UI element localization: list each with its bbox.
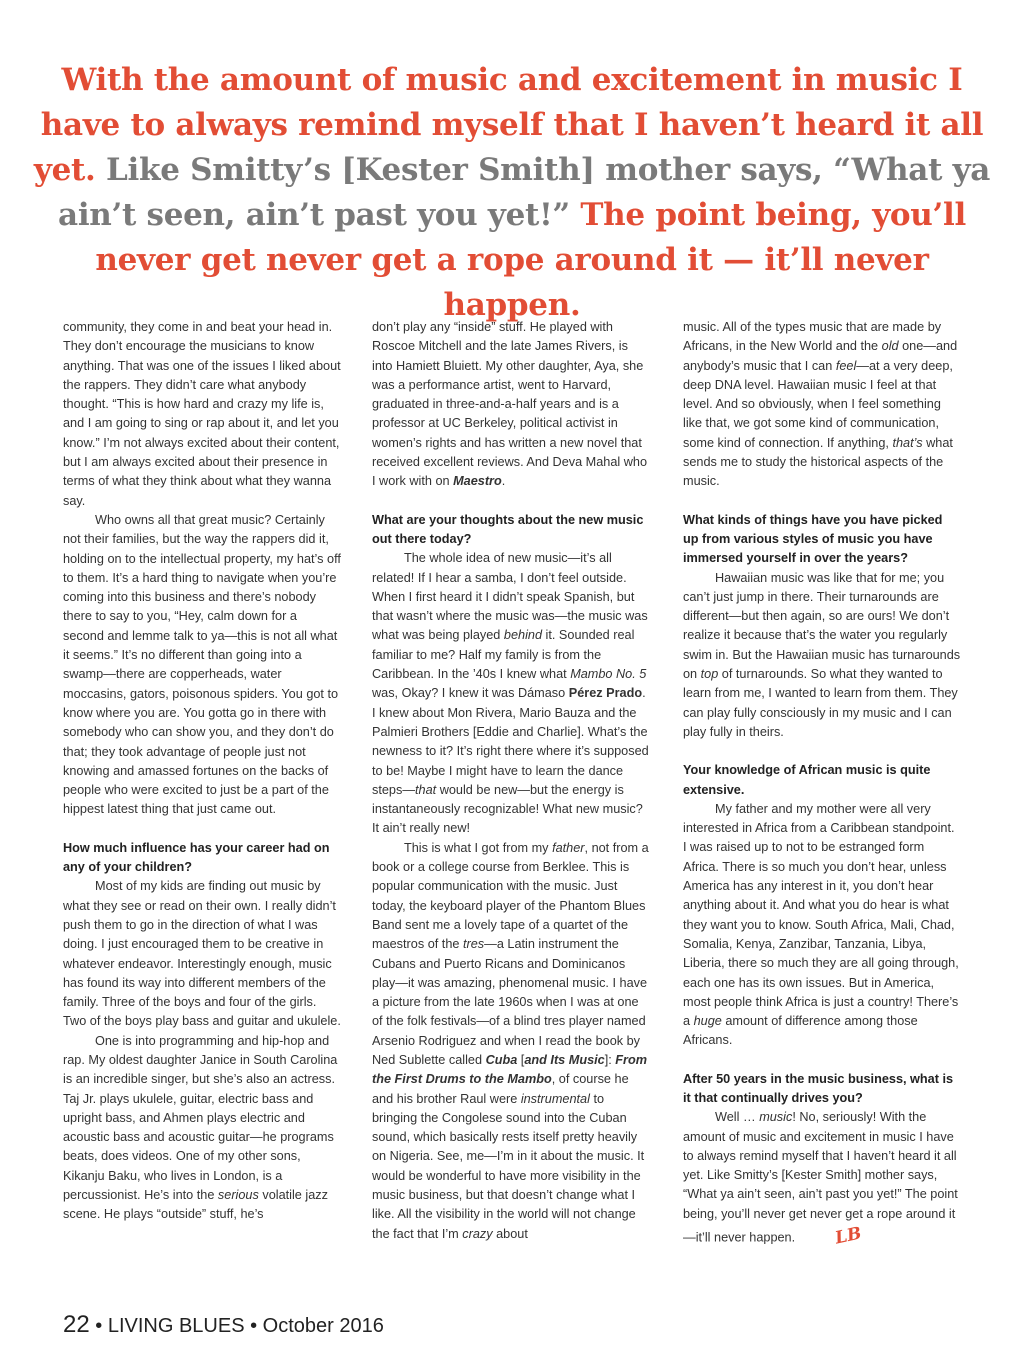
paragraph: Well … music! No, seriously! With the amount of music and excitement in music I have to always remind myself that I haven’t heard it all yet. Like Smitty’s [Kester Smith] mother says, “What ya ain’t seen, ain’t past you yet!” The point being, you’ll never get never get a rope around it—it’ll never happen. LB xyxy=(683,1108,961,1252)
pull-quote-part-3: The point being, you’ll never get never get a rope around it — it’ll never happen. xyxy=(95,197,966,323)
living-blues-logo-icon xyxy=(801,1224,863,1252)
interview-question: How much influence has your career had on any of your children? xyxy=(63,840,330,875)
article-column-1 xyxy=(63,318,341,1225)
page-number: 22 xyxy=(63,1311,90,1338)
interview-question: What kinds of things have you have picked up from various styles of music you have immersed yourself in over the years? xyxy=(683,512,943,566)
paragraph: Who owns all that great music? Certainly not their families, but the way the rappers did it, holding on to the intellectual property, my hat’s off to them. It’s a hard thing to navigate when you’re coming into this business and there’s nobody there to say to you, “Hey, calm down for a second and lemme talk to ya—this is not all what it seems.” It’s no different than going into a swamp—there are copperheads, water moccasins, gators, poisonous spiders. You got to know where you are. You gotta go in there with somebody who can show you, and they don’t do that; they took advantage of people just not knowing and amassed fortunes on the backs of people who were excited to just be a part of the hippest latest thing that just came out. xyxy=(63,512,341,817)
paragraph: Hawaiian music was like that for me; you can’t just jump in there. Their turnarounds are different—but then again, so are ours! We don’t realize it because that’s the water you regularly swim in. But the Hawaiian music has turnarounds on top of turnarounds. So what they wanted to learn from me, I wanted to learn from them. They can play fully consciously in my music and I can play fully in theirs. xyxy=(683,570,961,739)
paragraph: community, they come in and beat your head in. They don’t encourage the musicians to know anything. That was one of the issues I liked about the rappers. They didn’t care what anybody thought. “This is how hard and crazy my life is, and I am going to sing or rap about it, and let you know.” I’m not always excited about their content, but I am always excited about their presence in terms of what they think about what they wanna say. xyxy=(63,320,341,508)
paragraph: The whole idea of new music—it’s all related! If I hear a samba, I don’t feel outside. When I first heard it I didn’t speak Spanish, but that wasn’t where the music was—the music was what was being played behind it. Sounded real familiar to me? Half my family is from the Caribbean. In the ’40s I knew what Mambo No. 5 was, Okay? I knew it was Dámaso Pérez Prado. I knew about Mon Rivera, Mario Bauza and the Palmieri Brothers [Eddie and Charlie]. What’s the newness to it? It’s right there where it’s supposed to be! Maybe I might have to learn the dance steps—that would be new—but the energy is instantaneously recognizable! What new music? It ain’t really new! xyxy=(372,551,649,836)
pull-quote xyxy=(30,58,994,328)
paragraph: One is into programming and hip-hop and rap. My oldest daughter Janice in South Carolina is an incredible singer, but she’s also an actress. Taj Jr. plays ukulele, guitar, electric bass and upright bass, and Ahmen plays electric and acoustic bass and acoustic guitar—he programs beats, does videos. One of my other sons, Kikanju Baku, who lives in London, is a percussionist. He’s into the serious volatile jazz scene. He plays “outside” stuff, he’s xyxy=(63,1033,338,1222)
article-column-2 xyxy=(372,318,650,1244)
svg-text:LB: LB xyxy=(833,1224,864,1247)
issue-date: October 2016 xyxy=(262,1315,384,1337)
paragraph: This is what I got from my father, not from a book or a college course from Berklee. This is popular communication with the music. Just today, the keyboard player of the Phantom Blues Band sent me a lovely tape of a quartet of the maestros of the tres—a Latin instrument the Cubans and Puerto Ricans and Dominicanos play—it was amazing, phenomenal music. I have a picture from the late 1960s when I was at one of the folk festivals—of a blind tres player named Arsenio Rodriguez and when I read the book by Ned Sublette called Cuba [and Its Music]: From the First Drums to the Mambo, of course he and his brother Raul were instrumental to bringing the Congolese sound into the Cuban sound, which basically rests itself pretty heavily on Nigeria. See, me—I’m in it about the music. It would be wonderful to have more visibility in the music business, but that doesn’t change what I like. All the visibility in the world will not change the fact that I’m crazy about xyxy=(372,840,649,1241)
interview-question: What are your thoughts about the new music out there today? xyxy=(372,512,644,546)
magazine-name: LIVING BLUES xyxy=(107,1315,245,1337)
paragraph: music. All of the types music that are made by Africans, in the New World and the old one—and anybody’s music that I can feel—at a very deep, deep DNA level. Hawaiian music I feel at that level. And so obviously, when I feel something like that, we got some kind of communication, some kind of connection. If anything, that’s what sends me to study the historical aspects of the music. xyxy=(683,320,958,489)
interview-question: Your knowledge of African music is quite extensive. xyxy=(683,763,931,797)
paragraph: don’t play any “inside” stuff. He played with Roscoe Mitchell and the late James Rivers, is into Hamiett Bluiett. My other daughter, Aya, she was a performance artist, went to Harvard, graduated in three-and-a-half years and is a professor at UC Berkeley, political activist in women’s rights and has written a new novel that received excellent reviews. And Deva Mahal who I work with on Maestro. xyxy=(372,320,648,489)
page-footer: 22 • LIVING BLUES • October 2016 xyxy=(63,1311,384,1338)
paragraph: My father and my mother were all very interested in Africa from a Caribbean standpoint. I was raised up to not to be estranged form Africa. There is so much you don’t hear, unless America has any interest in it, you don’t hear anything about it. And what you do hear is what they want you to know. South Africa, Mali, Chad, Somalia, Kenya, Zanzibar, Tanzania, Libya, Liberia, there so much they are all going through, each one has its own issues. But in America, most people think Africa is just a country! There’s a huge amount of difference among those Africans. xyxy=(683,801,959,1048)
pull-quote-part-2: Like Smitty’s [Kester Smith] mother says, “What ya ain’t seen, ain’t past you yet!” xyxy=(58,152,991,233)
pull-quote-part-1: With the amount of music and excitement in music I have to always remind myself that I haven’t heard it all yet. xyxy=(33,62,984,188)
paragraph: Most of my kids are finding out music by what they see or read on their own. I really didn’t push them to go in the direction of what I was doing. I just encouraged them to be creative in whatever endeavor. Interestingly enough, music has found its way into different members of the family. Three of the boys and four of the girls. Two of the boys play bass and guitar and ukulele. xyxy=(63,879,341,1029)
interview-question: After 50 years in the music business, what is it that continually drives you? xyxy=(683,1071,954,1105)
article-column-3 xyxy=(683,318,961,1252)
